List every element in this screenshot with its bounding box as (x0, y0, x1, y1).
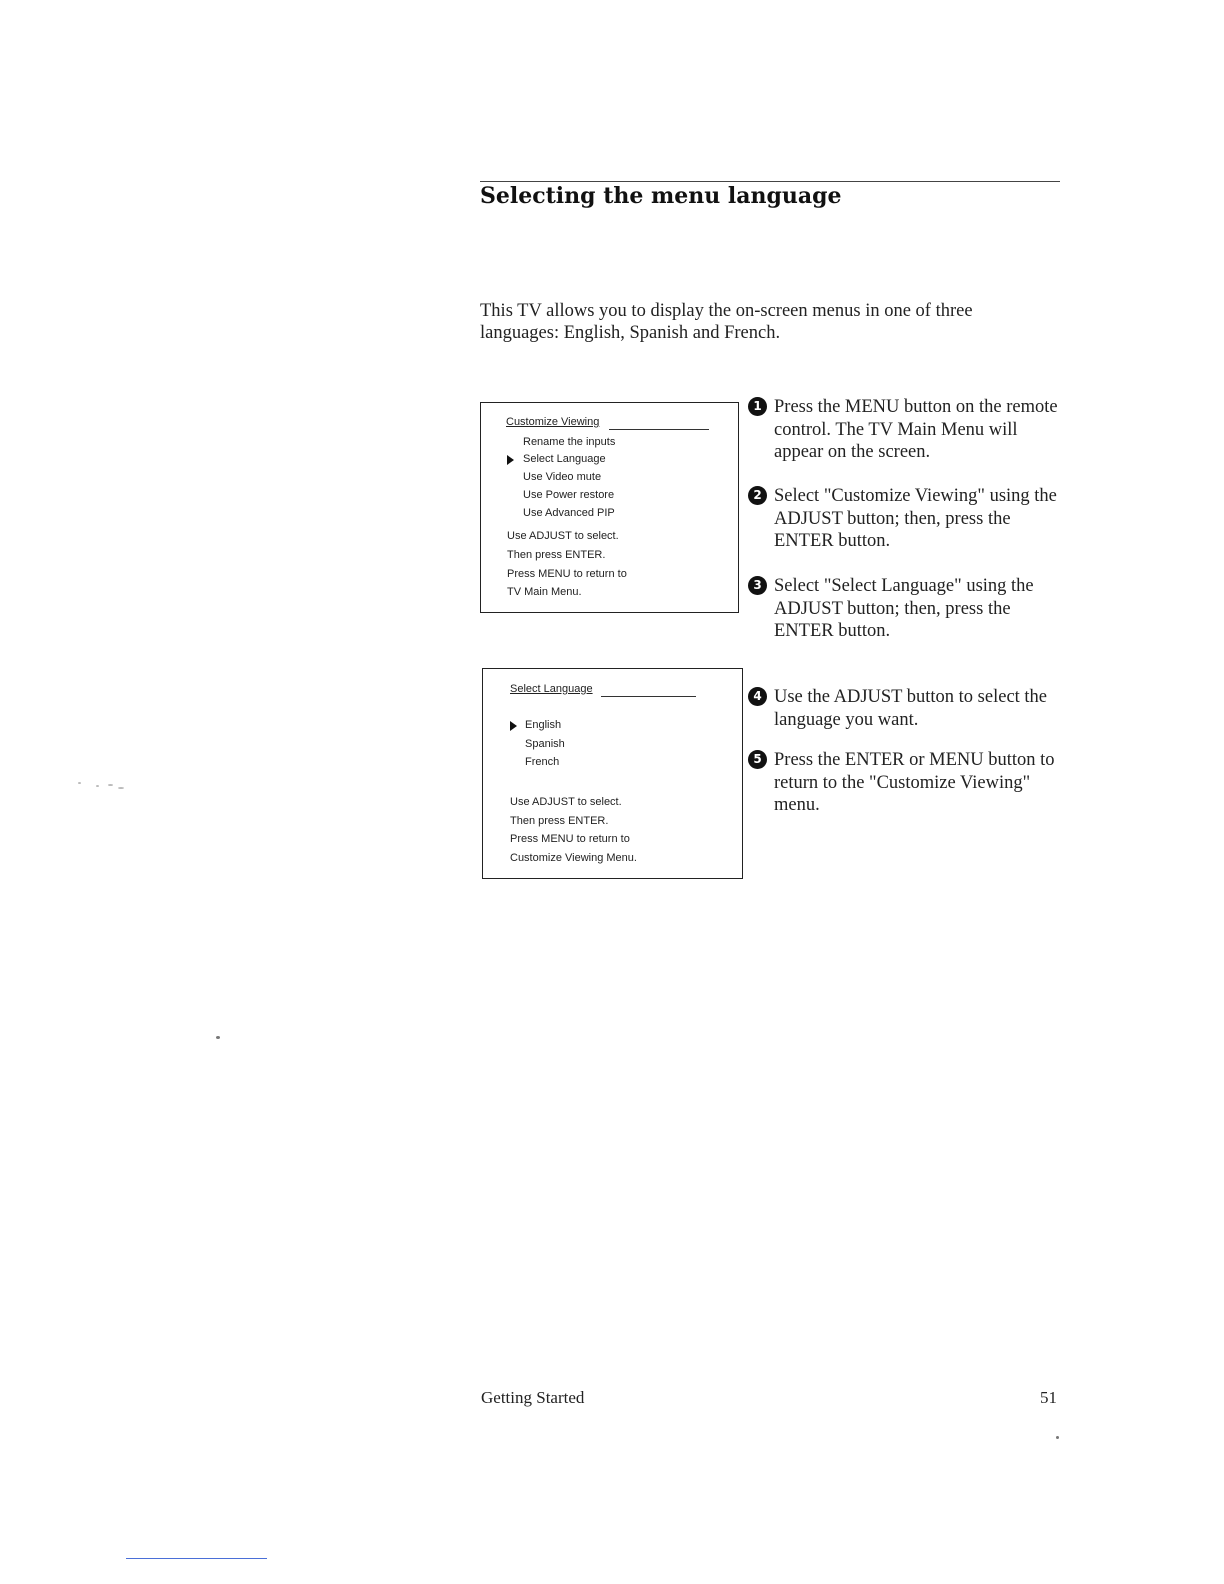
menu-instruction: Then press ENTER. (507, 549, 606, 561)
menu-item-french: French (525, 756, 560, 768)
menu-item-english: English (525, 719, 562, 731)
scan-speck (118, 787, 124, 789)
menu-instruction: Press MENU to return to (510, 833, 630, 845)
scan-speck (78, 782, 81, 784)
step-text: Select "Select Language" using the ADJUST button; then, press the ENTER button. (774, 576, 1034, 641)
menu-item-video-mute: Use Video mute (523, 471, 602, 483)
footer-section-name: Getting Started (481, 1388, 585, 1407)
menu-title-rule (601, 696, 696, 697)
step-number-badge: 2 (748, 486, 767, 505)
menu-instruction: Then press ENTER. (510, 815, 609, 827)
step-number-badge: 3 (748, 576, 767, 595)
menu-instruction: TV Main Menu. (507, 586, 582, 598)
menu-title: Select Language (510, 683, 593, 695)
step-number-badge: 5 (748, 750, 767, 769)
scan-artifact-line (126, 1558, 267, 1559)
footer-page-number: 51 (1040, 1388, 1057, 1407)
selection-arrow-icon (510, 721, 517, 731)
select-language-menu-screen (482, 668, 743, 879)
menu-item-select-language: Select Language (523, 453, 606, 465)
menu-instruction: Use ADJUST to select. (507, 530, 619, 542)
scan-speck (96, 785, 99, 787)
menu-instruction: Use ADJUST to select. (510, 796, 622, 808)
menu-title-rule (609, 429, 709, 430)
scan-speck (1056, 1436, 1059, 1439)
scan-speck (108, 784, 113, 786)
step-text: Press the MENU button on the remote control. The TV Main Menu will appear on the screen. (774, 397, 1058, 462)
menu-title: Customize Viewing (506, 416, 600, 428)
selection-arrow-icon (507, 455, 514, 465)
step-text: Press the ENTER or MENU button to return to the "Customize Viewing" menu. (774, 750, 1055, 815)
header-rule (480, 181, 1060, 182)
scan-speck (216, 1036, 220, 1039)
step-text: Select "Customize Viewing" using the ADJUST button; then, press the ENTER button. (774, 486, 1057, 551)
intro-paragraph: This TV allows you to display the on-screen menus in one of three languages: English, Spanish and French. (480, 301, 973, 343)
menu-instruction: Customize Viewing Menu. (510, 852, 637, 864)
menu-instruction: Press MENU to return to (507, 568, 627, 580)
step-text: Use the ADJUST button to select the language you want. (774, 687, 1048, 730)
menu-item-rename-inputs: Rename the inputs (523, 436, 616, 448)
step-number-badge: 1 (748, 397, 767, 416)
customize-viewing-menu-screen (480, 402, 739, 613)
step-number-badge: 4 (748, 687, 767, 706)
page-title: Selecting the menu language (480, 183, 842, 209)
menu-item-spanish: Spanish (525, 738, 565, 750)
menu-item-power-restore: Use Power restore (523, 489, 615, 501)
menu-item-advanced-pip: Use Advanced PIP (523, 507, 615, 519)
